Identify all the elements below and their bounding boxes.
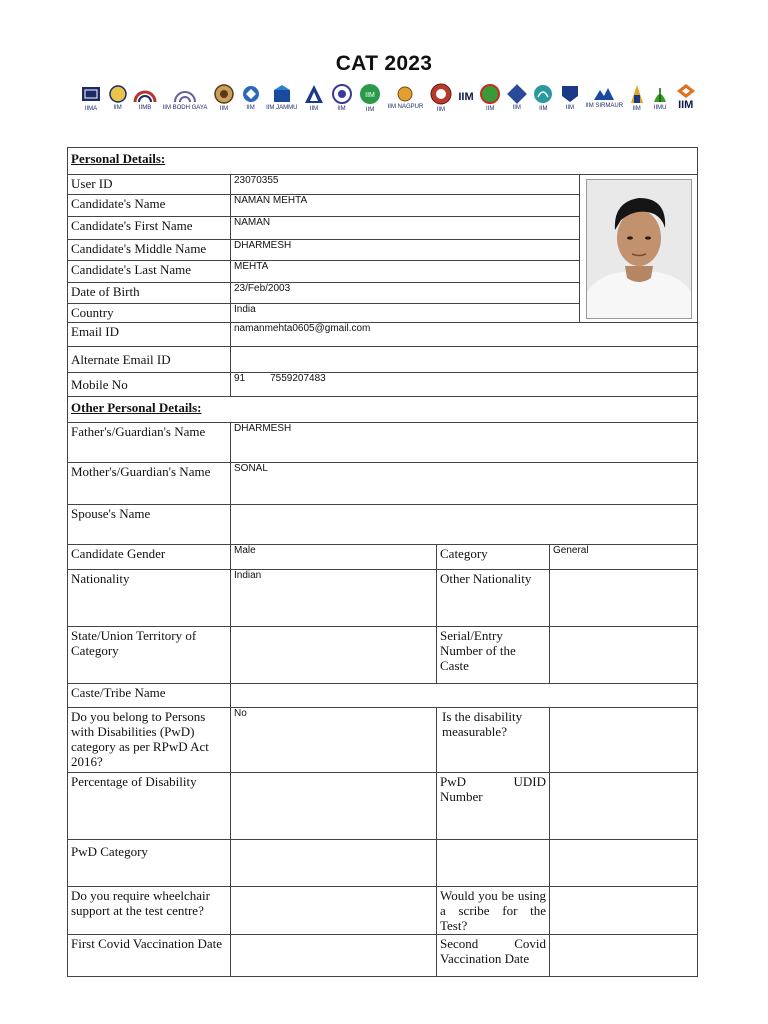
iim-logo: IIMB	[133, 84, 157, 111]
iim-logo: IIM	[629, 83, 645, 112]
mobile-label: Mobile No	[68, 373, 231, 397]
iim-logo: IIM	[560, 84, 580, 111]
disability-measurable-label: Is the disability measurable?	[437, 708, 550, 773]
document-title: CAT 2023	[335, 52, 433, 75]
mother-name-label: Mother's/Guardian's Name	[68, 463, 231, 505]
iim-logo: IIM	[532, 83, 554, 112]
pwd-category-blank	[550, 840, 698, 887]
last-name-value: MEHTA	[231, 261, 580, 283]
iim-emblem-icon	[172, 84, 198, 104]
covid-first-label: First Covid Vaccination Date	[68, 935, 231, 977]
gender-value: Male	[231, 545, 437, 570]
other-nationality-value	[550, 570, 698, 627]
pwd-category-value	[231, 840, 437, 887]
email-value: namanmehta0605@gmail.com	[231, 323, 698, 347]
iim-emblem-icon	[241, 84, 261, 104]
form-row	[68, 423, 698, 463]
nationality-value: Indian	[231, 570, 437, 627]
nationality-label: Nationality	[68, 570, 231, 627]
category-value: General	[550, 545, 698, 570]
form-row	[68, 840, 698, 887]
iim-logo: IIM SIRMAUR	[585, 86, 623, 109]
mother-name-value: SONAL	[231, 463, 698, 505]
first-name-label: Candidate's First Name	[68, 217, 231, 240]
iima-emblem-icon	[80, 83, 102, 105]
email-label: Email ID	[68, 323, 231, 347]
dob-label: Date of Birth	[68, 283, 231, 304]
iim-logo: IIM IIM	[358, 82, 382, 113]
pwd-category-label: PwD Category	[68, 840, 231, 887]
form-row	[68, 323, 698, 347]
iim-logo: IIM	[429, 82, 453, 113]
middle-name-value: DHARMESH	[231, 240, 580, 261]
scribe-label: Would you be using a scribe for the Test?	[437, 887, 550, 935]
iim-logo: IIM NAGPUR	[388, 85, 424, 110]
iim-logo: IIMA	[80, 83, 102, 112]
scribe-value	[550, 887, 698, 935]
other-nationality-label: Other Nationality	[437, 570, 550, 627]
caste-name-value	[231, 684, 698, 708]
alt-email-value	[231, 347, 698, 373]
country-value: India	[231, 304, 580, 323]
covid-second-label: Second Covid Vaccination Date	[437, 935, 550, 977]
iim-logo: IIM	[303, 83, 325, 112]
form-row	[68, 175, 698, 195]
form-row	[68, 708, 698, 773]
iim-emblem-icon	[479, 83, 501, 105]
iim-emblem-icon	[213, 83, 235, 105]
state-category-value	[231, 627, 437, 684]
iim-logo: IIM	[241, 84, 261, 111]
form-row	[68, 684, 698, 708]
iim-emblem-icon	[108, 84, 128, 104]
form-row	[68, 347, 698, 373]
iim-emblem-icon	[303, 83, 325, 105]
iim-logo: IIM JAMMU	[266, 84, 297, 111]
form-row	[68, 887, 698, 935]
pwd-label: Do you belong to Persons with Disabilities (PwD) category as per RPwD Act 2016?	[68, 708, 231, 773]
form-row	[68, 505, 698, 545]
personal-details-heading: Personal Details:	[68, 148, 698, 175]
candidate-name-value: NAMAN MEHTA	[231, 195, 580, 217]
gender-label: Candidate Gender	[68, 545, 231, 570]
spouse-name-value	[231, 505, 698, 545]
iim-logo: IIM	[458, 91, 474, 103]
candidate-name-label: Candidate's Name	[68, 195, 231, 217]
pwd-udid-label: PwD UDID Number	[437, 773, 550, 840]
iim-emblem-icon	[331, 83, 353, 105]
mobile-value	[231, 373, 698, 397]
iim-logo: IIM	[507, 84, 527, 111]
form-row	[68, 463, 698, 505]
mobile-country-code: 91	[234, 373, 246, 384]
pwd-category-blank	[437, 840, 550, 887]
iim-logo: IIM	[479, 83, 501, 112]
form-row	[68, 627, 698, 684]
candidate-portrait-icon	[587, 180, 691, 318]
iim-emblem-icon	[650, 84, 670, 104]
iim-emblem-icon	[507, 84, 527, 104]
disability-percentage-value	[231, 773, 437, 840]
iim-emblem-icon	[532, 83, 554, 105]
section-header-row	[68, 397, 698, 423]
alt-email-label: Alternate Email ID	[68, 347, 231, 373]
spouse-name-label: Spouse's Name	[68, 505, 231, 545]
iim-emblem-icon	[133, 84, 157, 104]
candidate-photo	[586, 179, 692, 319]
iim-emblem-icon	[560, 84, 580, 104]
caste-name-label: Caste/Tribe Name	[68, 684, 231, 708]
serial-caste-label: Serial/Entry Number of the Caste	[437, 627, 550, 684]
svg-text:IIM: IIM	[365, 91, 375, 99]
wheelchair-value	[231, 887, 437, 935]
iim-emblem-icon	[396, 85, 414, 103]
country-label: Country	[68, 304, 231, 323]
disability-percentage-label: Percentage of Disability	[68, 773, 231, 840]
form-row	[68, 773, 698, 840]
user-id-label: User ID	[68, 175, 231, 195]
pwd-udid-value	[550, 773, 698, 840]
section-header-row	[68, 148, 698, 175]
first-name-value: NAMAN	[231, 217, 580, 240]
registration-form-table	[67, 147, 698, 977]
last-name-label: Candidate's Last Name	[68, 261, 231, 283]
iim-emblem-icon	[676, 83, 696, 99]
iim-logo: IIM	[676, 83, 696, 111]
iim-emblem-icon	[358, 82, 382, 106]
iim-logo: IIMU	[650, 84, 670, 111]
father-name-value: DHARMESH	[231, 423, 698, 463]
other-details-heading: Other Personal Details:	[68, 397, 698, 423]
category-label: Category	[437, 545, 550, 570]
iim-emblem-icon	[629, 83, 645, 105]
mobile-number: 7559207483	[270, 373, 326, 384]
iim-logo-strip	[80, 80, 696, 114]
form-row	[68, 570, 698, 627]
wheelchair-label: Do you require wheelchair support at the test centre?	[68, 887, 231, 935]
form-row	[68, 545, 698, 570]
iim-logo: IIM	[108, 84, 128, 111]
serial-caste-value	[550, 627, 698, 684]
iim-emblem-icon	[592, 86, 616, 102]
iim-emblem-icon	[271, 84, 293, 104]
iim-logo: IIM	[331, 83, 353, 112]
iim-emblem-icon	[429, 82, 453, 106]
dob-value: 23/Feb/2003	[231, 283, 580, 304]
iim-logo: IIM BODH GAYA	[163, 84, 208, 111]
covid-first-value	[231, 935, 437, 977]
disability-measurable-value	[550, 708, 698, 773]
form-row	[68, 373, 698, 397]
state-category-label: State/Union Territory of Category	[68, 627, 231, 684]
iim-logo: IIM	[213, 83, 235, 112]
middle-name-label: Candidate's Middle Name	[68, 240, 231, 261]
covid-second-value	[550, 935, 698, 977]
form-row	[68, 935, 698, 977]
photo-cell	[580, 175, 698, 323]
user-id-value: 23070355	[231, 175, 580, 195]
father-name-label: Father's/Guardian's Name	[68, 423, 231, 463]
pwd-value: No	[231, 708, 437, 773]
